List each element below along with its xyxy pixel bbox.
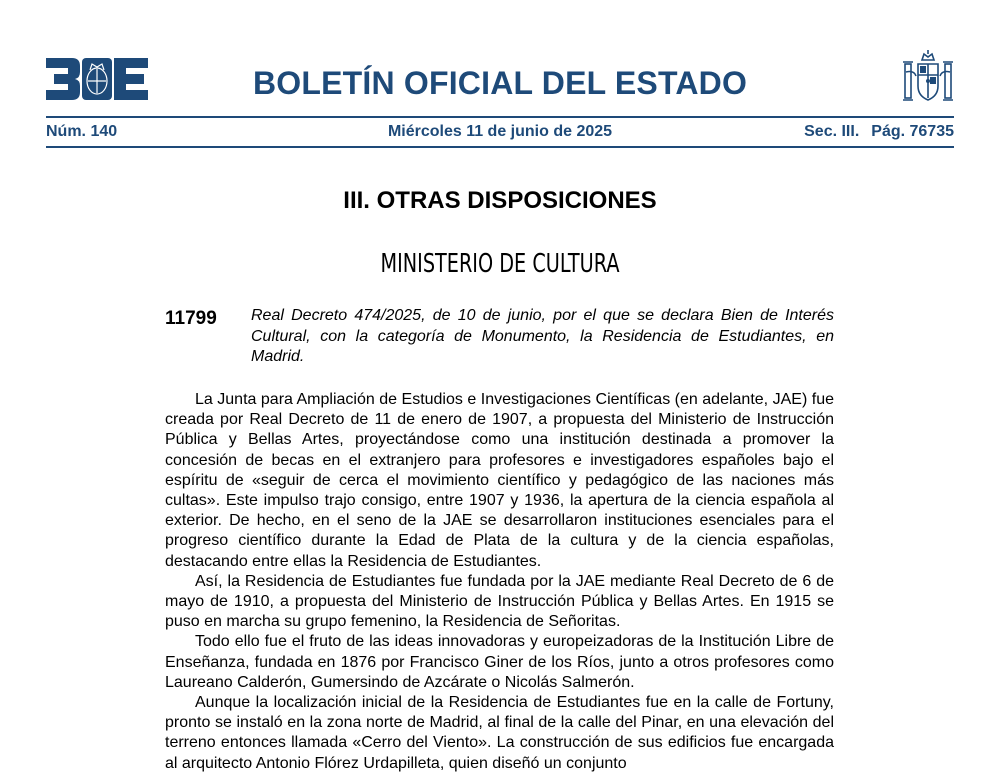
body-paragraph: Aunque la localización inicial de la Residencia de Estudiantes fue en la calle de Fortuny, pronto se instaló en la zona norte de Madrid, al final de la calle del Pinar, en una elevación del terreno entonces llamada «Cerro del Viento». La construcción de sus edificios fue encargada al arquitecto Antonio Flórez Urdapilleta, quien diseñó un conjunto bbox=[165, 694, 834, 772]
body-paragraph: La Junta para Ampliación de Estudios e Investigaciones Científicas (en adelante, JAE) fue creada por Real Decreto de 11 de enero de 1907, a propuesta del Ministerio de Instrucción Pública y Bellas Artes, proyectándose como una institución destinada a promover la concesión de becas en el extranjero para profesores e investigadores españoles bajo el espíritu de «seguir de cerca el movimiento científico y pedagógico de las naciones más cultas». Este impulso trajo consigo, entre 1907 y 1936, la apertura de la ciencia española al exterior. De hecho, en el seno de la JAE se desarrollaron instituciones esenciales para el progreso científico durante la Edad de Plata de la cultura y de la ciencia españolas, destacando entre ellas la Residencia de Estudiantes. bbox=[165, 391, 834, 570]
page-info bbox=[804, 121, 954, 143]
section-title: III. OTRAS DISPOSICIONES bbox=[343, 187, 657, 214]
issue-number: Núm. 140 bbox=[46, 123, 118, 140]
body-paragraph: Así, la Residencia de Estudiantes fue fundada por la JAE mediante Real Decreto de 6 de mayo de 1910, a propuesta del Ministerio de Instrucción Pública y Bellas Artes. En 1915 se puso en marcha su grupo femenino, la Residencia de Señoritas. bbox=[165, 572, 834, 631]
section-label: Sec. III. bbox=[804, 123, 860, 140]
document-number: 11799 bbox=[165, 308, 217, 329]
document-body bbox=[165, 390, 834, 774]
page-number: Pág. 76735 bbox=[871, 123, 954, 140]
coat-of-arms-icon bbox=[902, 50, 954, 106]
document-summary: Real Decreto 474/2025, de 10 de junio, por el que se declara Bien de Interés Cultural, con la categoría de Monumento, la Residencia de Estudiantes, en Madrid. bbox=[251, 307, 834, 365]
body-paragraph: Todo ello fue el fruto de las ideas innovadoras y europeizadoras de la Institución Libre de Enseñanza, fundada en 1876 por Francisco Giner de los Ríos, junto a otros profesores como Laureano Calderón, Gumersindo de Azcárate o Nicolás Salmerón. bbox=[165, 633, 834, 691]
header-rule-top bbox=[46, 116, 954, 118]
bulletin-title: BOLETÍN OFICIAL DEL ESTADO bbox=[252, 65, 748, 101]
ministry-title: MINISTERIO DE CULTURA bbox=[380, 249, 620, 279]
header-rule-bottom bbox=[46, 146, 954, 148]
issue-date: Miércoles 11 de junio de 2025 bbox=[387, 123, 613, 140]
